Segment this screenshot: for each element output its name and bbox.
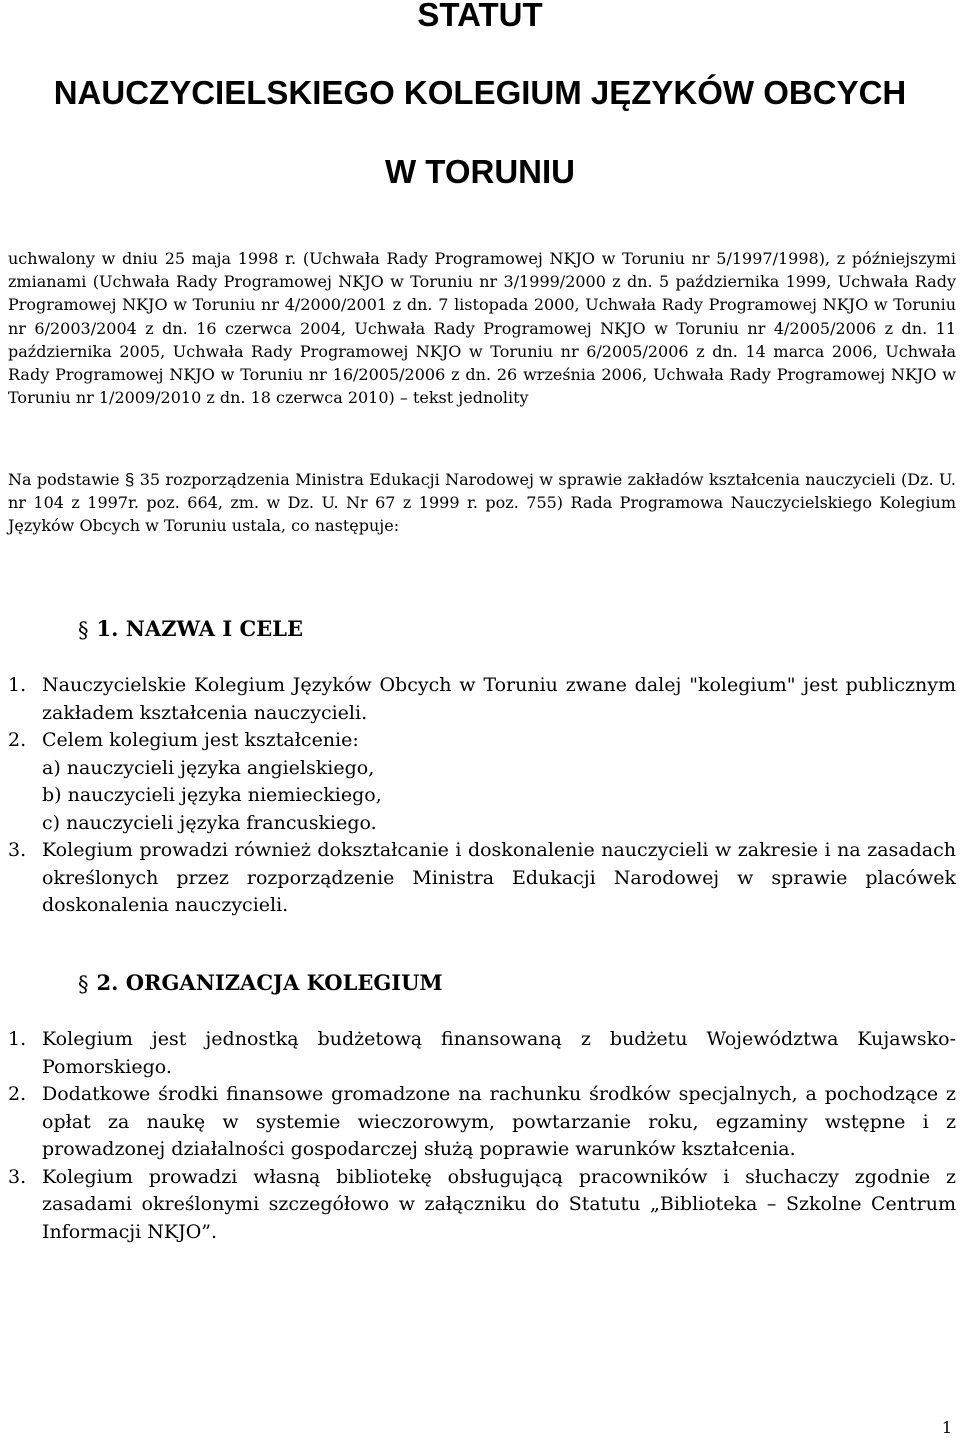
section-2-heading — [78, 968, 443, 998]
item-text: Kolegium jest jednostką budżetową finansowaną z budżetu Województwa Kujawsko-Pomorskiego. — [42, 1028, 956, 1078]
item-number: 2. — [8, 729, 27, 751]
item-text: Celem kolegium jest kształcenie: — [42, 729, 359, 751]
list-item — [8, 1164, 956, 1247]
sub-list-item: c) nauczycieli języka francuskiego. — [42, 811, 377, 834]
document-title-institution: NAUCZYCIELSKIEGO KOLEGIUM JĘZYKÓW OBCYCH — [53, 74, 907, 111]
legal-basis-text: 35 rozporządzenia Ministra Edukacji Narodowej w sprawie zakładów kształcenia nauczycieli (Dz. U. nr 104 z 1997r. poz. 664, zm. w Dz. U. Nr 67 z 1999 r. poz. 755) Rada Programowa Nauczycielskiego Kolegium Języków Obcych w Toruniu ustala, co następuje: — [8, 470, 957, 536]
item-text: Nauczycielskie Kolegium Języków Obcych w Toruniu zwane dalej "kolegium" jest publicznym zakładem kształcenia nauczycieli. — [42, 674, 956, 724]
item-number: 3. — [8, 1165, 27, 1188]
section-1-list — [8, 672, 956, 920]
list-item — [8, 672, 956, 727]
section-1-heading — [78, 614, 303, 644]
page-number: 1 — [941, 1418, 952, 1437]
item-number: 3. — [8, 839, 27, 861]
item-text: Kolegium prowadzi własną bibliotekę obsługującą pracowników i słuchaczy zgodnie z zasadami określonymi szczegółowo w załączniku do Statutu „Biblioteka – Szkolne Centrum Informacji NKJO”. — [42, 1165, 956, 1243]
legal-basis-prefix: Na podstawie — [8, 470, 120, 489]
item-number: 1. — [8, 1028, 27, 1050]
item-text: Dodatkowe środki finansowe gromadzone na rachunku środków specjalnych, a pochodzące z opłat za naukę w systemie wieczorowym, powtarzanie roku, egzaminy wstępne i z prowadzonej działalności gospodarczej służą poprawie warunków kształcenia. — [42, 1083, 956, 1160]
document-title-city: W TORUNIU — [384, 153, 576, 190]
section-2-list — [8, 1026, 956, 1246]
section-sign-icon: § — [78, 972, 89, 996]
legal-basis-paragraph — [8, 468, 956, 538]
adoption-note: uchwalony w dniu 25 maja 1998 r. (Uchwała Rady Programowej NKJO w Toruniu nr 5/1997/1998), z późniejszymi zmianami (Uchwała Rady Programowej NKJO w Toruniu nr 3/1999/2000 z dn. 5 października 1999, Uchwała Rady Programowej NKJO w Toruniu nr 4/2000/2001 z dn. 7 listopada 2000, Uchwała Rady Programowej NKJO w Toruniu nr 6/2003/2004 z dn. 16 czerwca 2004, Uchwała Rady Programowej NKJO w Toruniu nr 4/2005/2006 z dn. 11 października 2005, Uchwała Rady Programowej NKJO w Toruniu nr 6/2005/2006 z dn. 14 marca 2006, Uchwała Rady Programowej NKJO w Toruniu nr 16/2005/2006 z dn. 26 września 2006, Uchwała Rady Programowej NKJO w Toruniu nr 1/2009/2010 z dn. 18 czerwca 2010) – tekst jednolity — [8, 249, 956, 408]
section-1-title: 1. NAZWA I CELE — [96, 616, 304, 641]
item-text: Kolegium prowadzi również dokształcanie i doskonalenie nauczycieli w zakresie i na zasadach określonych przez rozporządzenie Ministra Edukacji Narodowej w sprawie placówek doskonalenia nauczycieli. — [42, 839, 956, 916]
document-title: STATUT — [417, 0, 543, 33]
list-item — [8, 1026, 956, 1081]
item-number: 1. — [8, 674, 27, 696]
section-sign-icon: § — [78, 618, 89, 642]
education-goals-list — [42, 755, 956, 838]
list-item — [8, 837, 956, 920]
section-sign-icon: § — [124, 470, 135, 489]
sub-list-item: b) nauczycieli języka niemieckiego, — [42, 784, 382, 806]
section-2-title: 2. ORGANIZACJA KOLEGIUM — [96, 970, 443, 995]
item-number: 2. — [8, 1083, 27, 1105]
list-item — [8, 1081, 956, 1164]
list-item — [8, 727, 956, 837]
sub-list-item: a) nauczycieli języka angielskiego, — [42, 756, 375, 779]
